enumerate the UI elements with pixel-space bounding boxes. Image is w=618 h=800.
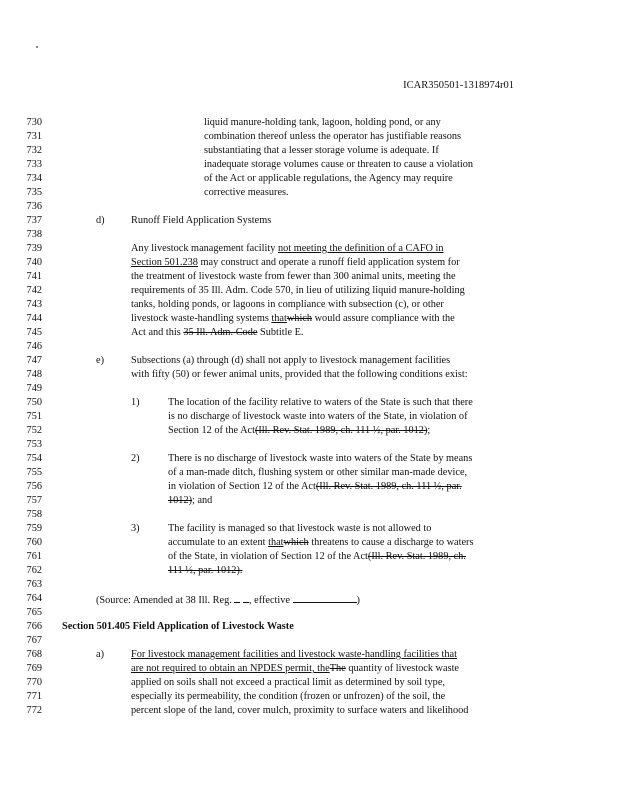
text-line-735: corrective measures. <box>204 187 289 198</box>
line-number: 732 <box>26 145 42 156</box>
item-1-label: 1) <box>131 397 140 408</box>
line-number: 730 <box>26 117 42 128</box>
line-number: 758 <box>26 509 42 520</box>
source-note: (Source: Amended at 38 Ill. Reg. , effective ) <box>96 595 360 606</box>
line-number: 759 <box>26 523 42 534</box>
line-number: 760 <box>26 537 42 548</box>
line-number: 767 <box>26 635 42 646</box>
text-line-750: The location of the facility relative to waters of the State is such that there <box>168 397 473 408</box>
text-line-770: applied on soils shall not exceed a practical limit as determined by soil type, <box>131 677 445 688</box>
line-number: 745 <box>26 327 42 338</box>
line-number: 766 <box>26 621 42 632</box>
document-id-header: ICAR350501-1318974r01 <box>403 80 514 91</box>
text-line-748: with fifty (50) or fewer animal units, provided that the following conditions exist: <box>131 369 468 380</box>
subsection-a-label: a) <box>96 649 104 660</box>
line-number: 756 <box>26 481 42 492</box>
line-number: 765 <box>26 607 42 618</box>
text-line-745: Act and this 35 Ill. Adm. Code Subtitle E. <box>131 327 304 338</box>
line-number: 739 <box>26 243 42 254</box>
line-number: 763 <box>26 579 42 590</box>
line-number: 750 <box>26 397 42 408</box>
line-number: 741 <box>26 271 42 282</box>
subsection-d-heading: Runoff Field Application Systems <box>131 215 272 226</box>
line-number: 734 <box>26 173 42 184</box>
text-line-742: requirements of 35 Ill. Adm. Code 570, in lieu of utilizing liquid manure-holding <box>131 285 465 296</box>
scan-speck <box>36 46 38 48</box>
text-line-760: accumulate to an extent thatwhich threatens to cause a discharge to waters <box>168 537 474 548</box>
item-3-label: 3) <box>131 523 140 534</box>
line-number: 754 <box>26 453 42 464</box>
line-number: 751 <box>26 411 42 422</box>
line-number: 762 <box>26 565 42 576</box>
line-number: 753 <box>26 439 42 450</box>
line-number: 743 <box>26 299 42 310</box>
text-line-741: the treatment of livestock waste from fewer than 300 animal units, meeting the <box>131 271 456 282</box>
line-number: 748 <box>26 369 42 380</box>
item-2-label: 2) <box>131 453 140 464</box>
text-line-751: is no discharge of livestock waste into waters of the State, in violation of <box>168 411 468 422</box>
text-line-734: of the Act or applicable regulations, the Agency may require <box>204 173 453 184</box>
line-number: 746 <box>26 341 42 352</box>
text-line-762: 111 ½, par. 1012). <box>168 565 243 576</box>
text-line-761: of the State, in violation of Section 12 of the Act(Ill. Rev. Stat. 1989, ch. <box>168 551 466 562</box>
text-line-743: tanks, holding ponds, or lagoons in compliance with subsection (c), or other <box>131 299 444 310</box>
text-line-772: percent slope of the land, cover mulch, proximity to surface waters and likelihood <box>131 705 469 716</box>
line-number: 768 <box>26 649 42 660</box>
text-line-740: Section 501.238 may construct and operate a runoff field application system for <box>131 257 460 268</box>
text-line-754: There is no discharge of livestock waste into waters of the State by means <box>168 453 473 464</box>
subsection-d-label: d) <box>96 215 105 226</box>
text-line-747: Subsections (a) through (d) shall not apply to livestock management facilities <box>131 355 451 366</box>
line-number: 770 <box>26 677 42 688</box>
text-line-759: The facility is managed so that livestock waste is not allowed to <box>168 523 432 534</box>
text-line-730: liquid manure-holding tank, lagoon, holding pond, or any <box>204 117 441 128</box>
line-number: 735 <box>26 187 42 198</box>
line-number: 733 <box>26 159 42 170</box>
line-number: 738 <box>26 229 42 240</box>
line-number: 736 <box>26 201 42 212</box>
line-number: 769 <box>26 663 42 674</box>
text-line-731: combination thereof unless the operator has justifiable reasons <box>204 131 462 142</box>
line-number: 757 <box>26 495 42 506</box>
text-line-756: in violation of Section 12 of the Act(Ill. Rev. Stat. 1989, ch. 111 ½, par. <box>168 481 462 492</box>
text-line-732: substantiating that a lesser storage volume is adequate. If <box>204 145 439 156</box>
text-line-771: especially its permeability, the condition (frozen or unfrozen) of the soil, the <box>131 691 446 702</box>
text-line-757: 1012); and <box>168 495 213 506</box>
line-number: 752 <box>26 425 42 436</box>
line-number: 744 <box>26 313 42 324</box>
line-number: 771 <box>26 691 42 702</box>
text-line-768: For livestock management facilities and livestock waste-handling facilities that <box>131 649 457 660</box>
text-line-769: are not required to obtain an NPDES permit, theThe quantity of livestock waste <box>131 663 460 674</box>
text-line-733: inadequate storage volumes cause or threaten to cause a violation <box>204 159 474 170</box>
line-number: 740 <box>26 257 42 268</box>
line-number: 737 <box>26 215 42 226</box>
line-number: 764 <box>26 593 42 604</box>
text-line-752: Section 12 of the Act(Ill. Rev. Stat. 1989, ch. 111 ½, par. 1012); <box>168 425 431 436</box>
line-number: 742 <box>26 285 42 296</box>
line-number: 772 <box>26 705 42 716</box>
line-number: 749 <box>26 383 42 394</box>
section-heading: Section 501.405 Field Application of Livestock Waste <box>62 621 294 632</box>
text-line-755: of a man-made ditch, flushing system or other similar man-made device, <box>168 467 468 478</box>
line-number: 731 <box>26 131 42 142</box>
line-number: 755 <box>26 467 42 478</box>
line-number: 761 <box>26 551 42 562</box>
line-number: 747 <box>26 355 42 366</box>
text-line-739: Any livestock management facility not meeting the definition of a CAFO in <box>131 243 444 254</box>
text-line-744: livestock waste-handling systems thatwhich would assure compliance with the <box>131 313 455 324</box>
subsection-e-label: e) <box>96 355 104 366</box>
